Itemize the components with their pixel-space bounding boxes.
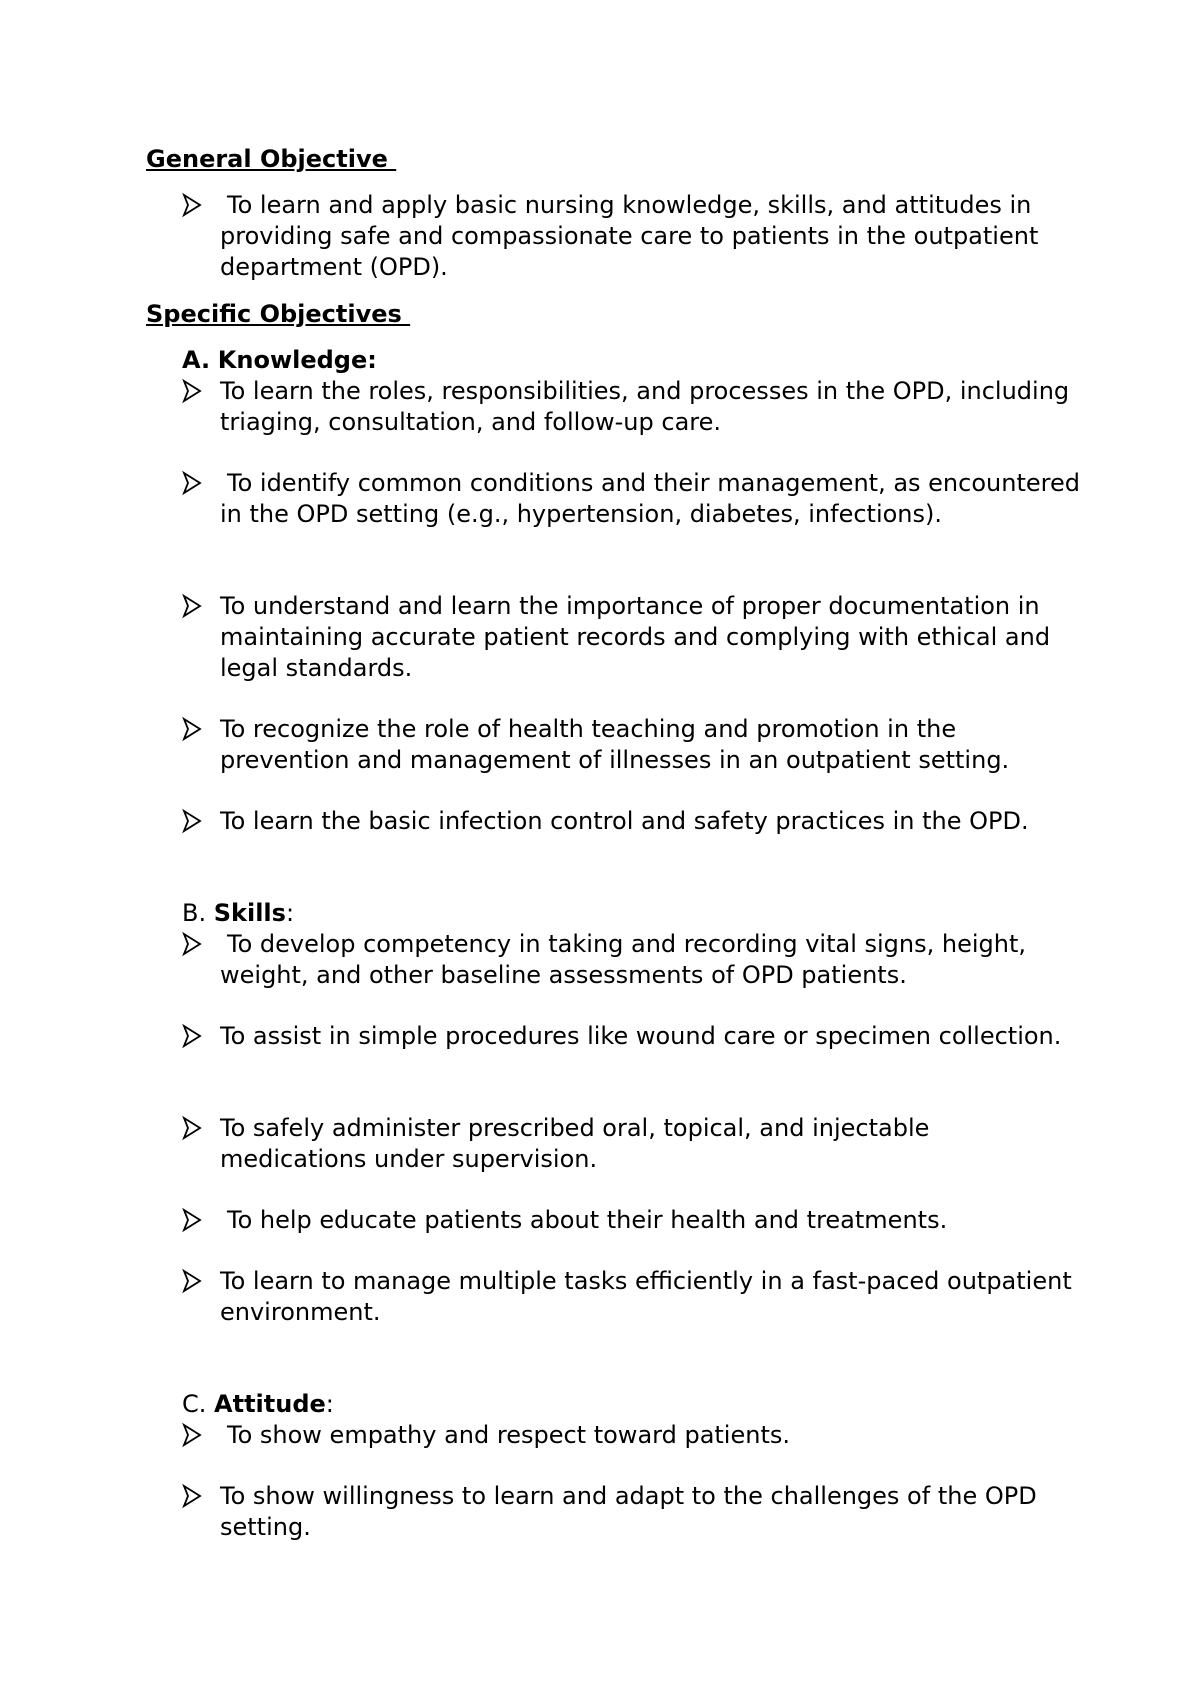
arrow-bullet-icon [182,1115,202,1141]
objective-text: To recognize the role of health teaching and promotion in the prevention and management of illnesses in an outpatient setting. [220,715,1010,774]
objective-text: To identify common conditions and their management, as encountered in the OPD setting (e.g., hypertension, diabetes, infections). [220,469,1080,528]
objective-text: To learn the basic infection control and safety practices in the OPD. [220,807,1029,835]
arrow-bullet-icon [182,808,202,834]
arrow-bullet-icon [182,716,202,742]
skills-item [182,1205,1082,1236]
knowledge-title: Knowledge: [217,346,377,374]
specific-objectives-heading: Specific Objectives [146,300,411,328]
arrow-bullet-icon [182,470,202,496]
skills-letter: B. [182,899,207,927]
knowledge-item [182,591,1082,684]
arrow-bullet-icon [182,1268,202,1294]
arrow-bullet-icon [182,1422,202,1448]
objective-text: To safely administer prescribed oral, topical, and injectable medications under supervision. [220,1114,930,1173]
objective-text: To learn to manage multiple tasks efficiently in a fast-paced outpatient environment. [220,1267,1072,1326]
skills-title: Skills [213,899,286,927]
knowledge-item [182,806,1082,837]
attitude-colon: : [325,1390,334,1418]
attitude-title: Attitude [214,1390,326,1418]
objective-text: To develop competency in taking and recording vital signs, height, weight, and other baseline assessments of OPD patients. [220,930,1026,989]
general-objective-heading: General Objective [146,145,397,173]
knowledge-item [182,468,1082,530]
objective-text: To help educate patients about their health and treatments. [227,1206,948,1234]
skills-item [182,1021,1082,1052]
general-objective-item [182,190,1082,283]
skills-item [182,929,1082,991]
knowledge-subheading [182,345,377,376]
skills-colon: : [285,899,295,927]
arrow-bullet-icon [182,931,202,957]
skills-item [182,1266,1082,1328]
attitude-subheading [182,1389,334,1420]
knowledge-item [182,714,1082,776]
objective-text: To learn the roles, responsibilities, and processes in the OPD, including triaging, consultation, and follow-up care. [220,377,1070,436]
skills-item [182,1113,1082,1175]
arrow-bullet-icon [182,1023,202,1049]
attitude-letter: C. [182,1390,207,1418]
arrow-bullet-icon [182,378,202,404]
arrow-bullet-icon [182,192,202,218]
objective-text: To learn and apply basic nursing knowledge, skills, and attitudes in providing safe and compassionate care to patients in the outpatient department (OPD). [220,191,1039,281]
arrow-bullet-icon [182,1483,202,1509]
objective-text: To understand and learn the importance of proper documentation in maintaining accurate patient records and complying with ethical and legal standards. [220,592,1051,682]
attitude-item [182,1420,1082,1451]
knowledge-letter: A. [182,346,211,374]
knowledge-item [182,376,1082,438]
skills-subheading [182,898,294,929]
objective-text: To show willingness to learn and adapt to the challenges of the OPD setting. [220,1482,1037,1541]
attitude-item [182,1481,1082,1543]
arrow-bullet-icon [182,1207,202,1233]
arrow-bullet-icon [182,593,202,619]
objective-text: To assist in simple procedures like wound care or specimen collection. [220,1022,1062,1050]
objective-text: To show empathy and respect toward patients. [227,1421,790,1449]
